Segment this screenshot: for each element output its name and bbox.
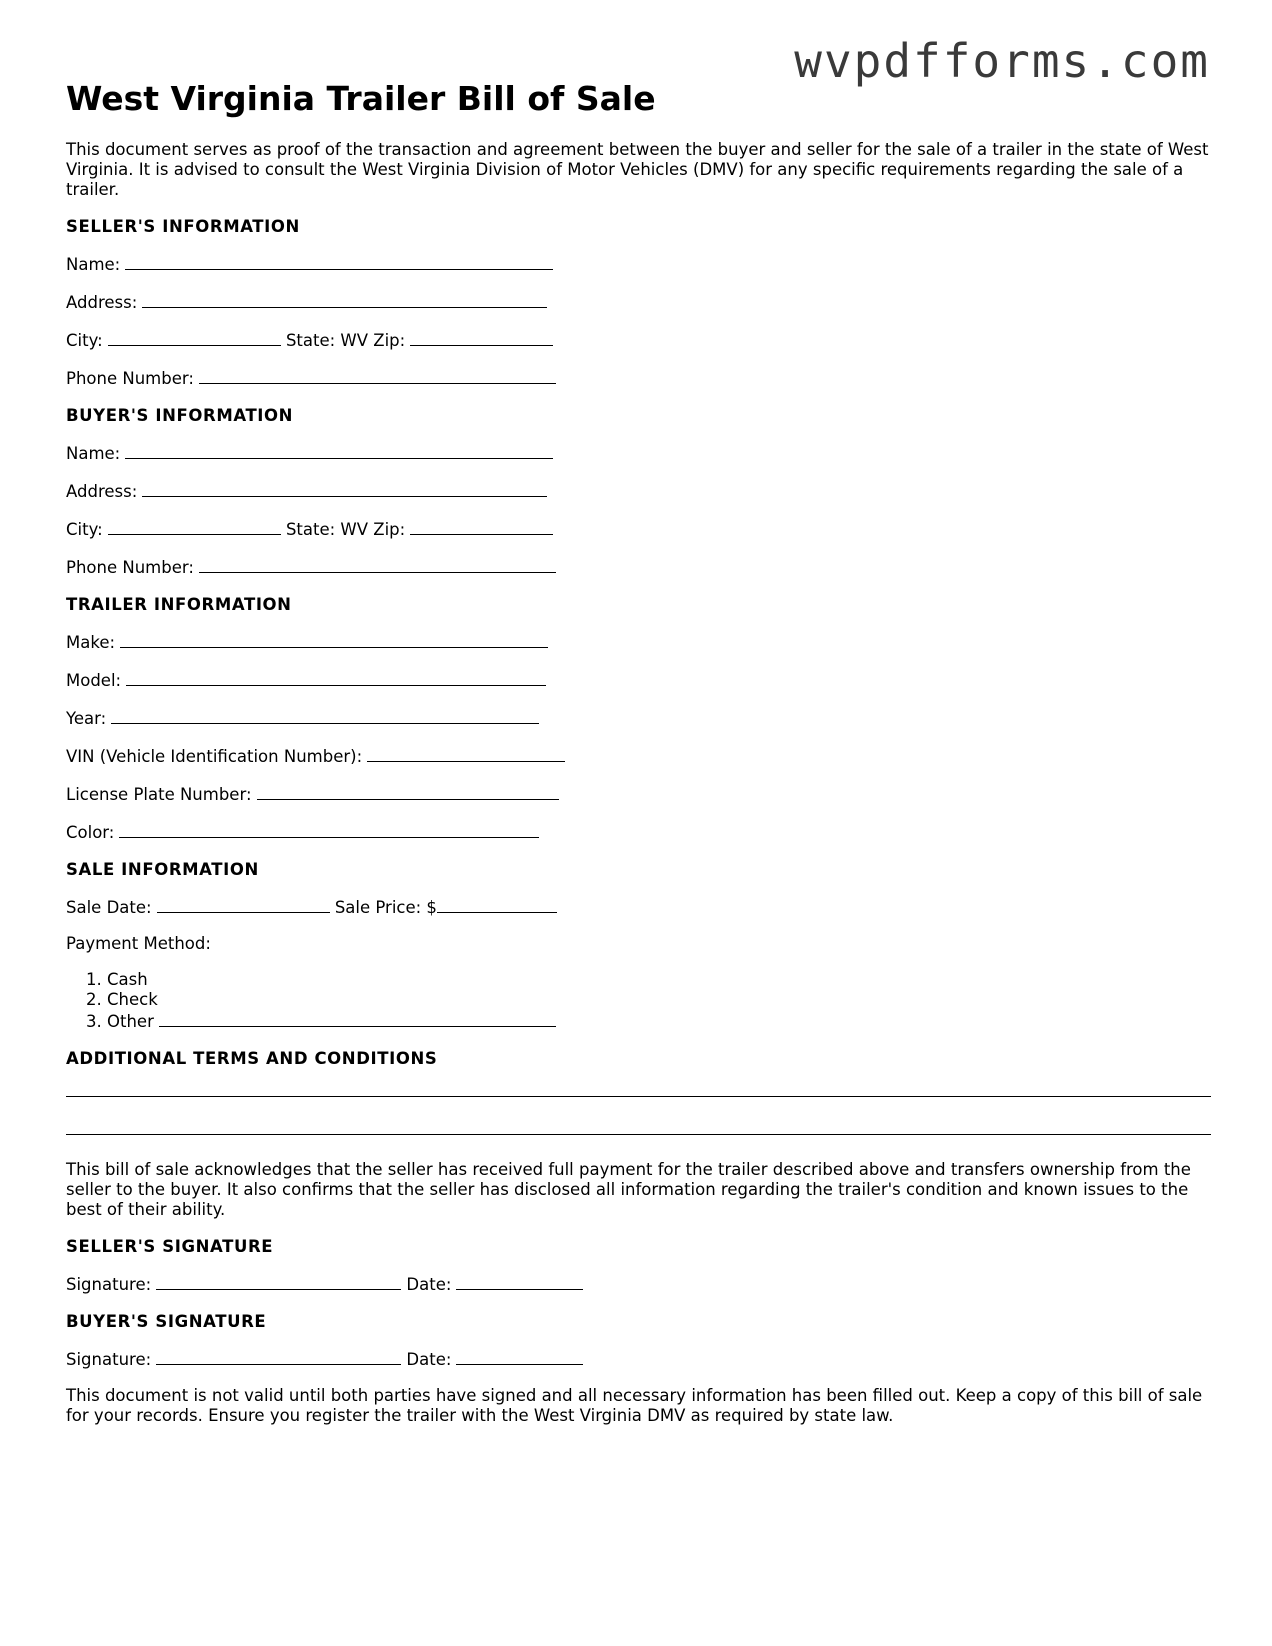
trailer-vin-label: VIN (Vehicle Identification Number):	[66, 747, 363, 766]
trailer-plate-row	[66, 783, 1211, 805]
seller-signature-row	[66, 1273, 1211, 1295]
terms-line-1[interactable]	[66, 1095, 1211, 1097]
trailer-model-field[interactable]	[126, 669, 546, 686]
seller-name-field[interactable]	[125, 253, 553, 270]
trailer-plate-field[interactable]	[257, 783, 559, 800]
payment-other-field[interactable]	[159, 1010, 556, 1027]
buyer-name-row	[66, 442, 1211, 464]
seller-state-zip-label: State: WV Zip:	[285, 331, 406, 350]
buyer-signature-label: Signature:	[66, 1350, 152, 1369]
trailer-make-field[interactable]	[120, 631, 548, 648]
trailer-vin-row	[66, 745, 1211, 767]
trailer-year-row	[66, 707, 1211, 729]
seller-signature-date-field[interactable]	[456, 1273, 583, 1290]
buyer-name-field[interactable]	[125, 442, 553, 459]
seller-signature-heading: SELLER'S SIGNATURE	[66, 1237, 274, 1256]
seller-info-heading: SELLER'S INFORMATION	[66, 217, 300, 236]
trailer-model-row	[66, 669, 1211, 691]
trailer-year-field[interactable]	[111, 707, 539, 724]
buyer-signature-field[interactable]	[156, 1348, 401, 1365]
sale-info-heading: SALE INFORMATION	[66, 860, 259, 879]
seller-signature-label: Signature:	[66, 1275, 152, 1294]
buyer-signature-date-field[interactable]	[456, 1348, 583, 1365]
seller-city-label: City:	[66, 331, 103, 350]
payment-option-cash: 1. Cash	[107, 970, 1211, 990]
buyer-address-label: Address:	[66, 482, 138, 501]
seller-address-field[interactable]	[142, 291, 547, 308]
payment-option-check: 2. Check	[107, 990, 1211, 1010]
seller-name-row	[66, 253, 1211, 275]
trailer-color-row	[66, 821, 1211, 843]
buyer-state-zip-label: State: WV Zip:	[285, 520, 406, 539]
trailer-plate-label: License Plate Number:	[66, 785, 252, 804]
buyer-signature-date-label: Date:	[406, 1350, 452, 1369]
terms-heading: ADDITIONAL TERMS AND CONDITIONS	[66, 1049, 438, 1068]
buyer-info-heading: BUYER'S INFORMATION	[66, 406, 294, 425]
seller-phone-row	[66, 367, 1211, 389]
watermark: wvpdfforms.com	[794, 34, 1210, 88]
payment-method-list	[66, 970, 1211, 1032]
sale-date-price-row	[66, 896, 1211, 918]
payment-method-label: Payment Method:	[66, 934, 211, 953]
buyer-phone-label: Phone Number:	[66, 558, 194, 577]
payment-option-other: 3. Other	[107, 1010, 1211, 1032]
seller-phone-label: Phone Number:	[66, 369, 194, 388]
trailer-make-row	[66, 631, 1211, 653]
buyer-city-label: City:	[66, 520, 103, 539]
sale-price-field[interactable]	[437, 896, 557, 913]
buyer-zip-field[interactable]	[410, 518, 553, 535]
buyer-signature-row	[66, 1348, 1211, 1370]
terms-line-2[interactable]	[66, 1133, 1211, 1135]
trailer-color-label: Color:	[66, 823, 115, 842]
buyer-phone-field[interactable]	[199, 556, 556, 573]
buyer-address-row	[66, 480, 1211, 502]
seller-signature-date-label: Date:	[406, 1275, 452, 1294]
trailer-model-label: Model:	[66, 671, 122, 690]
buyer-phone-row	[66, 556, 1211, 578]
buyer-address-field[interactable]	[142, 480, 547, 497]
trailer-vin-field[interactable]	[367, 745, 565, 762]
sale-price-label: Sale Price: $	[334, 898, 437, 917]
acknowledgment-paragraph: This bill of sale acknowledges that the seller has received full payment for the trailer described above and transfers ownership from the seller to the buyer. It also confirms that the seller has disclosed all information regarding the trailer's condition and known issues to the best of their ability.	[66, 1160, 1191, 1219]
seller-signature-field[interactable]	[156, 1273, 401, 1290]
footer-note: This document is not valid until both parties have signed and all necessary information has been filled out. Keep a copy of this bill of sale for your records. Ensure you register the trailer with the West Virginia DMV as required by state law.	[66, 1386, 1203, 1425]
trailer-info-heading: TRAILER INFORMATION	[66, 595, 292, 614]
seller-address-row	[66, 291, 1211, 313]
seller-zip-field[interactable]	[410, 329, 553, 346]
buyer-signature-heading: BUYER'S SIGNATURE	[66, 1312, 267, 1331]
buyer-name-label: Name:	[66, 444, 121, 463]
trailer-color-field[interactable]	[119, 821, 539, 838]
intro-paragraph: This document serves as proof of the transaction and agreement between the buyer and seller for the sale of a trailer in the state of West Virginia. It is advised to consult the West Virginia Division of Motor Vehicles (DMV) for any specific requirements regarding the sale of a trailer.	[66, 140, 1209, 199]
seller-address-label: Address:	[66, 293, 138, 312]
document-body	[66, 78, 1211, 1426]
page-title: West Virginia Trailer Bill of Sale	[66, 79, 656, 118]
sale-date-label: Sale Date:	[66, 898, 152, 917]
buyer-city-field[interactable]	[108, 518, 281, 535]
sale-date-field[interactable]	[157, 896, 330, 913]
buyer-city-row	[66, 518, 1211, 540]
seller-phone-field[interactable]	[199, 367, 556, 384]
trailer-make-label: Make:	[66, 633, 116, 652]
seller-name-label: Name:	[66, 255, 121, 274]
trailer-year-label: Year:	[66, 709, 107, 728]
seller-city-field[interactable]	[108, 329, 281, 346]
seller-city-row	[66, 329, 1211, 351]
